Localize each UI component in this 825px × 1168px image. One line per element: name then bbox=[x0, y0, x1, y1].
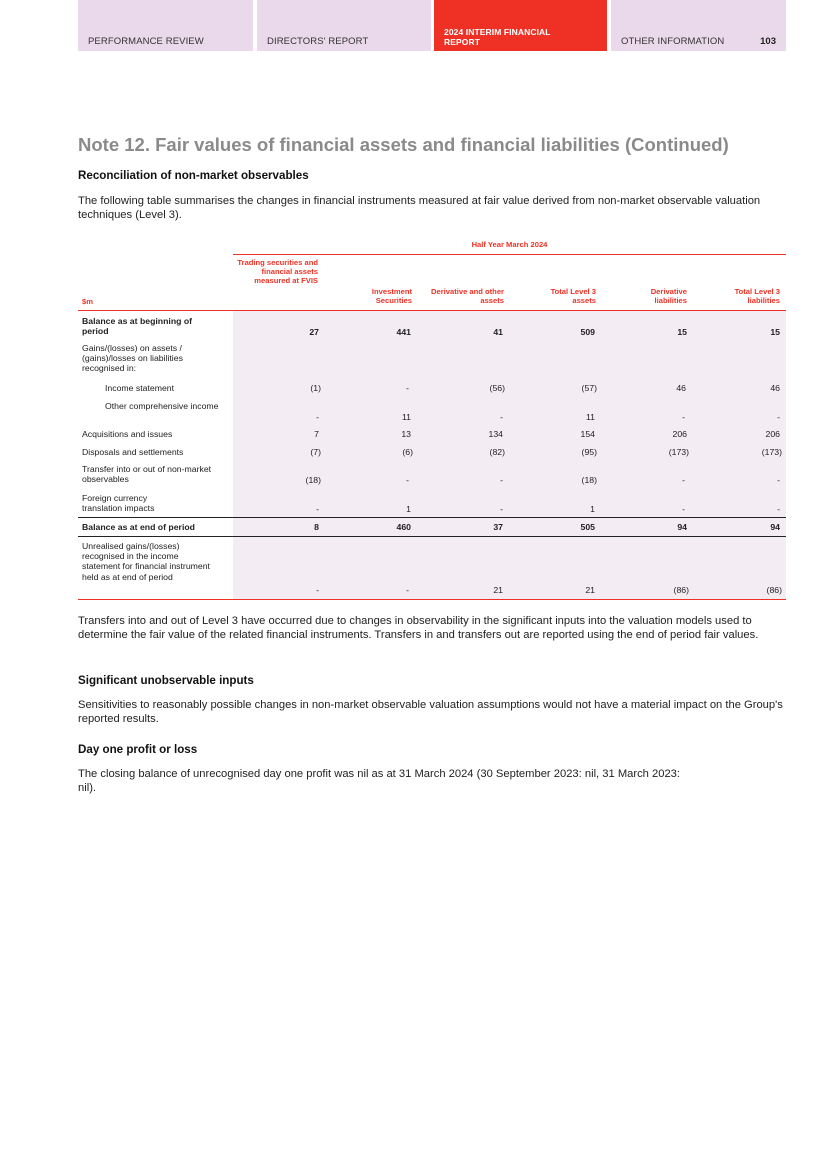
table-cell: 46 bbox=[770, 383, 780, 393]
table-cell: (56) bbox=[489, 383, 505, 393]
table-cell: 27 bbox=[309, 327, 319, 337]
table-cell: 460 bbox=[396, 522, 411, 532]
row-label: Acquisitions and issues bbox=[82, 429, 173, 439]
table-cell: (86) bbox=[766, 585, 782, 595]
table-cell: (57) bbox=[581, 383, 597, 393]
table-cell: 11 bbox=[585, 412, 595, 422]
row-label: Unrealised gains/(losses) recognised in the income statement for financial instrument held as at end of period bbox=[82, 541, 210, 582]
col-header-derivative-assets: Derivative and other assets bbox=[430, 287, 504, 305]
page-number: 103 bbox=[760, 36, 776, 47]
section-heading-sensitivities: Significant unobservable inputs bbox=[78, 674, 254, 687]
table-cell: 134 bbox=[488, 429, 503, 439]
row-label: Disposals and settlements bbox=[82, 447, 184, 457]
table-cell: 94 bbox=[677, 522, 687, 532]
table-cell: 206 bbox=[765, 429, 780, 439]
table-cell: 441 bbox=[396, 327, 411, 337]
table-cell: (173) bbox=[761, 447, 782, 457]
row-label: Balance as at beginning of period bbox=[82, 316, 193, 337]
table-cell: 154 bbox=[580, 429, 595, 439]
period-rule bbox=[233, 254, 786, 255]
tab-label: DIRECTORS' REPORT bbox=[267, 36, 369, 47]
header-tabs bbox=[78, 0, 786, 51]
table-cell: (95) bbox=[581, 447, 597, 457]
table-cell: (82) bbox=[489, 447, 505, 457]
table-cell: - bbox=[777, 475, 780, 485]
section-heading-day-one: Day one profit or loss bbox=[78, 743, 198, 756]
tab-label: 2024 INTERIM FINANCIAL REPORT bbox=[444, 27, 551, 47]
table-cell: - bbox=[316, 504, 319, 514]
table-cell: (18) bbox=[581, 475, 597, 485]
tab-label: PERFORMANCE REVIEW bbox=[88, 36, 204, 47]
table-cell: 509 bbox=[580, 327, 595, 337]
table-cell: - bbox=[500, 412, 503, 422]
table-cell: 46 bbox=[676, 383, 686, 393]
table-cell: - bbox=[500, 504, 503, 514]
table-cell: - bbox=[406, 475, 409, 485]
tab-label: OTHER INFORMATION bbox=[621, 36, 725, 47]
table-cell: - bbox=[777, 504, 780, 514]
total-rule-bottom bbox=[78, 536, 786, 537]
table-cell: (6) bbox=[402, 447, 413, 457]
table-cell: - bbox=[682, 412, 685, 422]
table-cell: - bbox=[682, 475, 685, 485]
col-header-investment: Investment Securities bbox=[371, 287, 412, 305]
col-header-derivative-liabilities: Derivative liabilities bbox=[650, 287, 687, 305]
page-title: Note 12. Fair values of financial assets and financial liabilities (Continued) bbox=[78, 134, 729, 155]
row-label: Balance as at end of period bbox=[82, 522, 195, 532]
unit-label: $m bbox=[82, 297, 93, 306]
header-rule bbox=[78, 310, 786, 311]
table-cell: 15 bbox=[677, 327, 687, 337]
table-cell: 206 bbox=[672, 429, 687, 439]
col-header-trading: Trading securities and financial assets measured at FVIS bbox=[237, 258, 318, 285]
table-cell: 11 bbox=[401, 412, 411, 422]
period-header: Half Year March 2024 bbox=[471, 240, 548, 249]
table-cell: 37 bbox=[493, 522, 503, 532]
table-cell: - bbox=[406, 383, 409, 393]
row-label: Income statement bbox=[105, 383, 175, 393]
table-bottom-rule bbox=[78, 599, 786, 600]
table-cell: - bbox=[777, 412, 780, 422]
row-label: Other comprehensive income bbox=[105, 401, 219, 411]
table-cell: (7) bbox=[310, 447, 321, 457]
tab-directors-report[interactable] bbox=[257, 0, 431, 51]
table-cell: 8 bbox=[314, 522, 319, 532]
row-label: Foreign currency translation impacts bbox=[82, 493, 155, 514]
table-cell: 1 bbox=[406, 504, 411, 514]
table-cell: 7 bbox=[314, 429, 319, 439]
tab-interim-financial-report[interactable] bbox=[434, 0, 607, 51]
table-cell: (18) bbox=[305, 475, 321, 485]
table-cell: (173) bbox=[668, 447, 689, 457]
table-cell: 41 bbox=[493, 327, 503, 337]
level3-reconciliation-table bbox=[78, 238, 786, 600]
table-cell: - bbox=[500, 475, 503, 485]
table-cell: 505 bbox=[580, 522, 595, 532]
col-header-total-liabilities: Total Level 3 liabilities bbox=[734, 287, 780, 305]
tab-other-information[interactable] bbox=[611, 0, 786, 51]
section-heading-reconciliation: Reconciliation of non-market observables bbox=[78, 169, 309, 182]
row-label: Transfer into or out of non-market observables bbox=[82, 464, 212, 485]
table-cell: 13 bbox=[401, 429, 411, 439]
table-cell: 21 bbox=[493, 585, 503, 595]
table-cell: (1) bbox=[310, 383, 321, 393]
table-cell: (86) bbox=[673, 585, 689, 595]
day-one-text: The closing balance of unrecognised day one profit was nil as at 31 March 2024 (30 September 2023: nil, 31 March 2023: nil). bbox=[78, 768, 681, 794]
table-cell: - bbox=[406, 585, 409, 595]
table-cell: 15 bbox=[770, 327, 780, 337]
level3-transfers-note: Transfers into and out of Level 3 have occurred due to changes in observability in the significant inputs into the valuation models used to determine the fair value of the related financial instruments. Transfers in and transfers out are reported using the end of period fair values. bbox=[78, 615, 759, 641]
table-cell: - bbox=[316, 412, 319, 422]
sensitivities-text: Sensitivities to reasonably possible changes in non-market observable valuation assumptions would not have a material impact on the Group's reported results. bbox=[78, 699, 783, 725]
table-cell: 21 bbox=[585, 585, 595, 595]
table-cell: - bbox=[682, 504, 685, 514]
section-intro: The following table summarises the changes in financial instruments measured at fair value derived from non-market observable valuation techniques (Level 3). bbox=[78, 195, 761, 221]
row-label: Gains/(losses) on assets / (gains)/losses on liabilities recognised in: bbox=[82, 343, 183, 374]
table-cell: - bbox=[316, 585, 319, 595]
total-rule-top bbox=[78, 517, 786, 518]
table-cell: 1 bbox=[590, 504, 595, 514]
tab-performance-review[interactable] bbox=[78, 0, 253, 51]
col-header-total-assets: Total Level 3 assets bbox=[550, 287, 596, 305]
table-cell: 94 bbox=[770, 522, 780, 532]
